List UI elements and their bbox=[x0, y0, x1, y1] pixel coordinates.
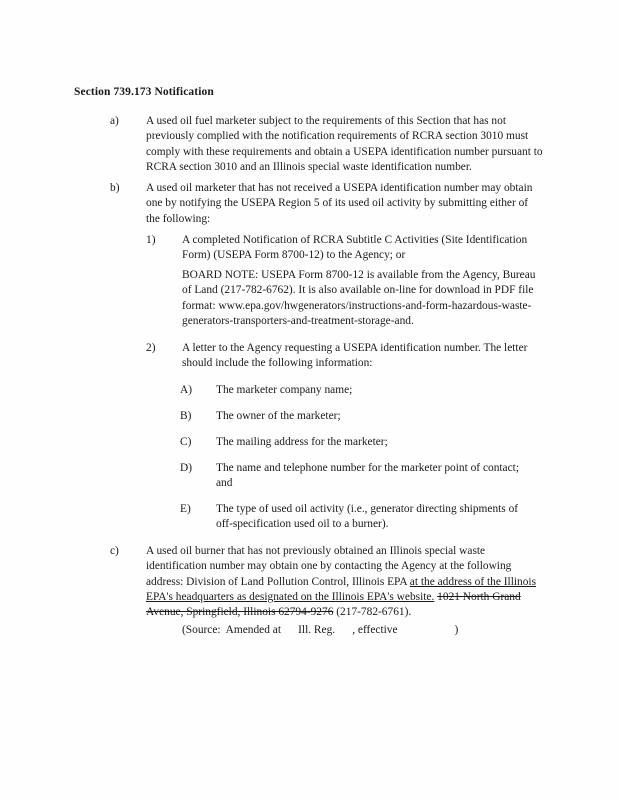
subsection-c-text-end: (217-782-6761). bbox=[333, 606, 412, 619]
sub-item-e-label: E) bbox=[180, 503, 191, 515]
subsection-a-label: a) bbox=[110, 115, 119, 127]
subsection-b-label: b) bbox=[110, 182, 120, 194]
sub-item-d-label: D) bbox=[180, 462, 193, 474]
source-close: ) bbox=[454, 624, 459, 636]
source-note bbox=[182, 623, 522, 638]
board-note: BOARD NOTE: USEPA Form 8700-12 is available from the Agency, Bureau of Land (217-782-6762). It is also available on-line for download in PDF file format: www.epa.gov/hwgenerators/instructions-and-form-hazardous-waste-generators-transporters-and-treatment-storage-and. bbox=[182, 269, 536, 327]
sub-item-d-text: The name and telephone number for the marketer point of contact; and bbox=[216, 462, 519, 490]
inserted-text: at the address of the Illinois EPA's headquarters as designated on the Illinois EPA's website. bbox=[146, 575, 537, 603]
sub-item-a-text: The marketer company name; bbox=[216, 384, 353, 396]
sub-item-e-text: The type of used oil activity (i.e., generator directing shipments of off-specification used oil to a burner). bbox=[216, 503, 519, 531]
item-2-text: A letter to the Agency requesting a USEPA identification number. The letter should include the following information: bbox=[182, 342, 528, 370]
subsection-b-text: A used oil marketer that has not received a USEPA identification number may obtain one by notifying the USEPA Region 5 of its used oil activity by submitting either of the following: bbox=[146, 182, 533, 225]
section-heading: Section 739.173 Notification bbox=[74, 86, 214, 98]
sub-item-b-label: B) bbox=[180, 410, 192, 422]
deleted-text: 1021 North Grand Avenue, Springfield, Illinois 62794-9276 bbox=[146, 590, 521, 619]
source-effective: , effective bbox=[352, 624, 398, 636]
source-reg: Ill. Reg. bbox=[298, 624, 336, 636]
subsection-a-text: A used oil fuel marketer subject to the requirements of this Section that has not previously complied with the notification requirements of RCRA section 3010 must comply with these requirements and obtain a USEPA identification number pursuant to RCRA section 3010 and an Illinois special waste identification number. bbox=[146, 115, 543, 173]
item-2-label: 2) bbox=[146, 342, 156, 354]
item-1-label: 1) bbox=[146, 234, 156, 246]
subsection-c-text-start: A used oil burner that has not previously obtained an Illinois special waste identification number may obtain one by contacting the Agency at the following address: Division of Land Pollution Control, Illinois EPA bbox=[146, 545, 512, 588]
subsection-c-label: c) bbox=[110, 545, 119, 557]
sub-item-a-label: A) bbox=[180, 384, 193, 396]
item-1-text: A completed Notification of RCRA Subtitle C Activities (Site Identification Form) (USEPA Form 8700-12) to the Agency; or bbox=[182, 234, 528, 262]
sub-item-c-text: The mailing address for the marketer; bbox=[216, 436, 388, 448]
source-prefix: (Source: Amended at bbox=[182, 624, 282, 636]
subsection-c-text bbox=[146, 544, 538, 620]
sub-item-b-text: The owner of the marketer; bbox=[216, 410, 341, 422]
sub-item-c-label: C) bbox=[180, 436, 192, 448]
